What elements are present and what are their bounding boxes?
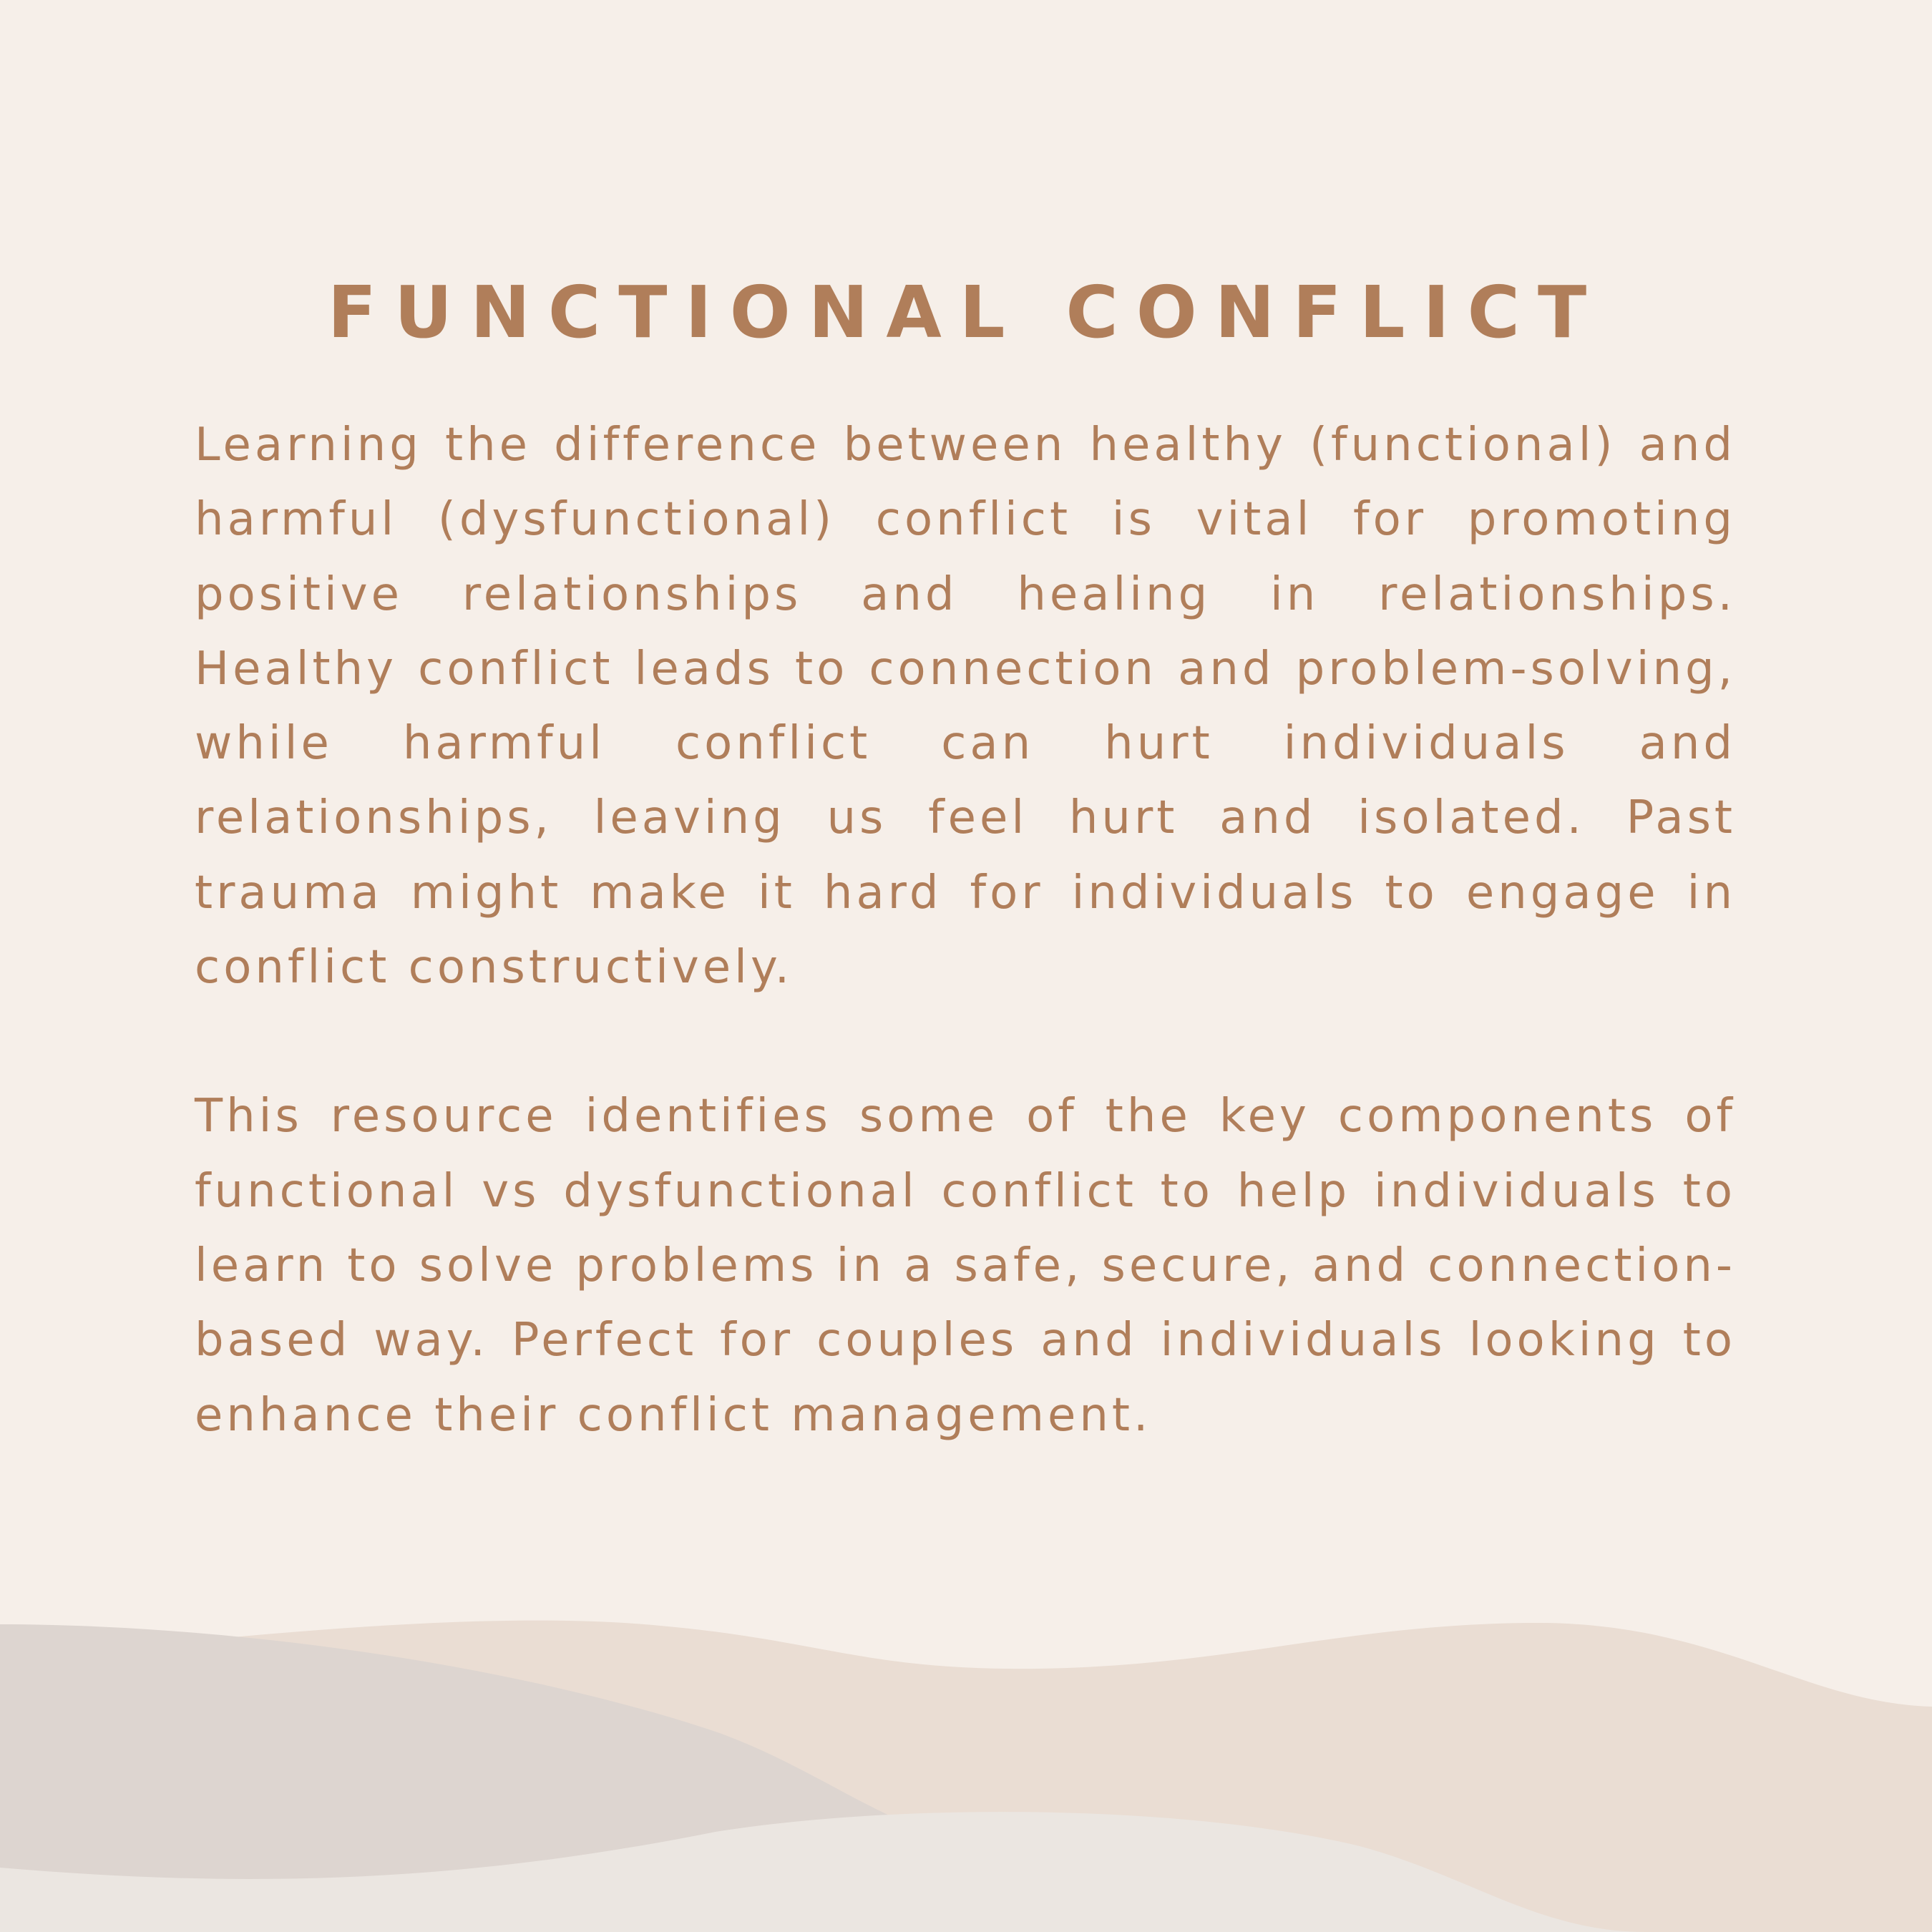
intro-paragraph: Learning the difference between healthy (functional) and harmful (dysfunctional) conflict is vital for promoting positive relationships and healing in relationships. Healthy conflict leads to connection and problem-solving, while harmful conflict can hurt individuals and relationships, leaving us feel hurt and isolated. Past trauma might make it hard for individuals to engage in conflict constructively. xyxy=(195,419,1736,995)
page-title: FUNCTIONAL CONFLICT xyxy=(327,270,1605,354)
body-text xyxy=(195,408,1736,1453)
resource-paragraph: This resource identifies some of the key components of functional vs dysfunctional conflict to help individuals to learn to solve problems in a safe, secure, and connection-based way. Perfect for couples and individuals looking to enhance their conflict management. xyxy=(195,1090,1736,1442)
